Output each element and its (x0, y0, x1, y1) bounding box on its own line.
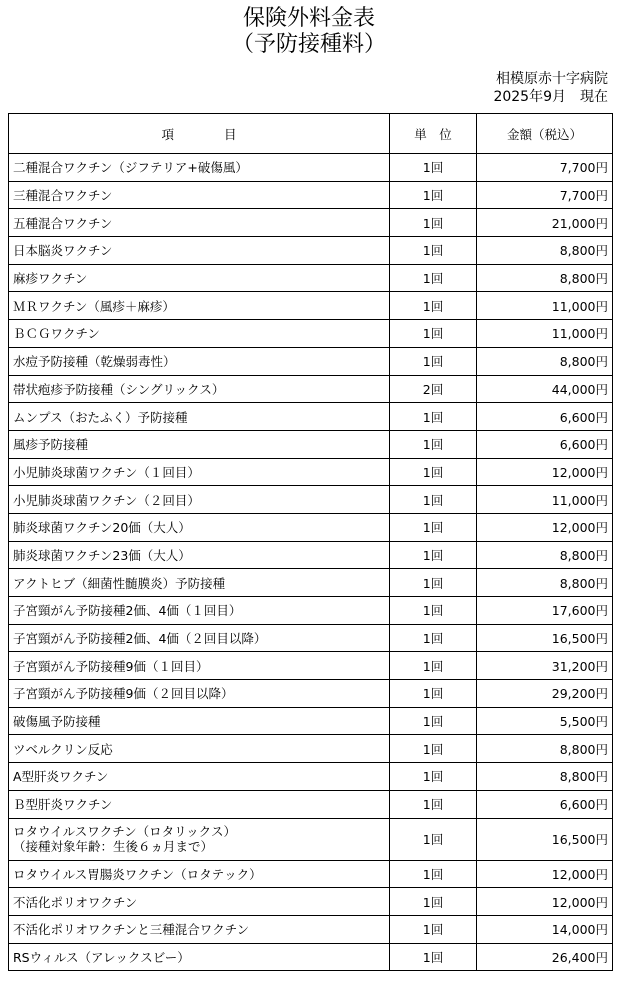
row-price: 16,500円 (477, 624, 613, 652)
row-unit: 1回 (390, 541, 477, 569)
row-item: ロタウイルス胃腸炎ワクチン（ロタテック） (9, 860, 390, 888)
table-row (9, 430, 613, 458)
row-item: 五種混合ワクチン (9, 209, 390, 237)
table-row (9, 347, 613, 375)
table-row (9, 320, 613, 348)
row-price: 8,800円 (477, 237, 613, 265)
row-unit: 1回 (390, 763, 477, 791)
table-row (9, 763, 613, 791)
row-unit: 1回 (390, 943, 477, 971)
row-item: 子宮頸がん予防接種9価（２回目以降） (9, 680, 390, 708)
row-unit: 1回 (390, 735, 477, 763)
organization-block (493, 70, 608, 106)
title-line-2: （予防接種料） (231, 32, 386, 57)
row-item: 不活化ポリオワクチンと三種混合ワクチン (9, 915, 390, 943)
row-price: 21,000円 (477, 209, 613, 237)
row-unit: 1回 (390, 790, 477, 818)
row-price: 8,800円 (477, 347, 613, 375)
row-unit: 1回 (390, 209, 477, 237)
row-unit: 1回 (390, 347, 477, 375)
row-unit: 1回 (390, 707, 477, 735)
row-item: A型肝炎ワクチン (9, 763, 390, 791)
row-item: アクトヒブ（細菌性髄膜炎）予防接種 (9, 569, 390, 597)
row-unit: 1回 (390, 513, 477, 541)
header-price: 金額（税込） (477, 114, 613, 154)
row-unit: 1回 (390, 458, 477, 486)
row-price: 44,000円 (477, 375, 613, 403)
table-row (9, 569, 613, 597)
row-item: 三種混合ワクチン (9, 181, 390, 209)
table-row (9, 154, 613, 182)
row-unit: 1回 (390, 181, 477, 209)
row-unit: 1回 (390, 292, 477, 320)
row-item: 小児肺炎球菌ワクチン（１回目） (9, 458, 390, 486)
table-row (9, 888, 613, 916)
row-item: RSウィルス（アレックスビー） (9, 943, 390, 971)
row-price: 12,000円 (477, 860, 613, 888)
row-item: ムンプス（おたふく）予防接種 (9, 403, 390, 431)
price-table (8, 113, 613, 971)
row-item: Ｂ型肝炎ワクチン (9, 790, 390, 818)
row-price: 8,800円 (477, 541, 613, 569)
row-price: 29,200円 (477, 680, 613, 708)
row-unit: 1回 (390, 860, 477, 888)
row-price: 8,800円 (477, 735, 613, 763)
row-unit: 2回 (390, 375, 477, 403)
row-price: 7,700円 (477, 154, 613, 182)
row-price: 8,800円 (477, 264, 613, 292)
row-item-line-1: ロタウイルスワクチン（ロタリックス） (13, 824, 237, 839)
row-price: 8,800円 (477, 763, 613, 791)
table-row (9, 818, 613, 860)
row-item-line-2: （接種対象年齢：生後６ヵ月まで） (13, 839, 214, 854)
row-item: 風疹予防接種 (9, 430, 390, 458)
row-price: 6,600円 (477, 430, 613, 458)
row-unit: 1回 (390, 915, 477, 943)
row-unit: 1回 (390, 430, 477, 458)
table-row (9, 486, 613, 514)
table-row (9, 181, 613, 209)
table-row (9, 513, 613, 541)
header-item: 項 目 (9, 114, 390, 154)
row-price: 16,500円 (477, 818, 613, 860)
row-price: 8,800円 (477, 569, 613, 597)
row-item: 二種混合ワクチン（ジフテリア+破傷風） (9, 154, 390, 182)
row-price: 6,600円 (477, 403, 613, 431)
table-row (9, 790, 613, 818)
row-price: 12,000円 (477, 888, 613, 916)
row-item: 帯状疱疹予防接種（シングリックス） (9, 375, 390, 403)
table-row (9, 624, 613, 652)
row-price: 12,000円 (477, 513, 613, 541)
row-price: 11,000円 (477, 486, 613, 514)
table-row (9, 915, 613, 943)
row-item: ＢＣＧワクチン (9, 320, 390, 348)
row-item: 麻疹ワクチン (9, 264, 390, 292)
table-row (9, 707, 613, 735)
row-unit: 1回 (390, 680, 477, 708)
hospital-name: 相模原赤十字病院 (496, 71, 608, 87)
row-unit: 1回 (390, 597, 477, 625)
table-row (9, 264, 613, 292)
row-price: 12,000円 (477, 458, 613, 486)
row-unit: 1回 (390, 652, 477, 680)
title-line-1: 保険外料金表 (242, 6, 375, 31)
table-row (9, 541, 613, 569)
row-item: 不活化ポリオワクチン (9, 888, 390, 916)
row-unit: 1回 (390, 624, 477, 652)
row-item: ＭＲワクチン（風疹＋麻疹） (9, 292, 390, 320)
table-row (9, 375, 613, 403)
row-item: 水痘予防接種（乾燥弱毒性） (9, 347, 390, 375)
effective-date: 2025年9月 現在 (493, 89, 608, 105)
table-row (9, 652, 613, 680)
row-item: 子宮頸がん予防接種2価、4価（２回目以降） (9, 624, 390, 652)
row-unit: 1回 (390, 486, 477, 514)
table-row (9, 597, 613, 625)
row-price: 5,500円 (477, 707, 613, 735)
row-item: 破傷風予防接種 (9, 707, 390, 735)
row-item: 小児肺炎球菌ワクチン（２回目） (9, 486, 390, 514)
table-row (9, 403, 613, 431)
row-item: 肺炎球菌ワクチン20価（大人） (9, 513, 390, 541)
table-row (9, 735, 613, 763)
row-unit: 1回 (390, 569, 477, 597)
page-title (0, 6, 618, 58)
table-row (9, 458, 613, 486)
row-unit: 1回 (390, 403, 477, 431)
row-price: 17,600円 (477, 597, 613, 625)
row-price: 11,000円 (477, 320, 613, 348)
table-row (9, 292, 613, 320)
row-price: 7,700円 (477, 181, 613, 209)
header-row (9, 114, 613, 154)
row-unit: 1回 (390, 154, 477, 182)
row-item (9, 818, 390, 860)
row-price: 14,000円 (477, 915, 613, 943)
header-unit: 単 位 (390, 114, 477, 154)
table-row (9, 209, 613, 237)
row-item: 子宮頸がん予防接種9価（１回目） (9, 652, 390, 680)
row-unit: 1回 (390, 320, 477, 348)
row-price: 11,000円 (477, 292, 613, 320)
row-unit: 1回 (390, 237, 477, 265)
row-item: ツベルクリン反応 (9, 735, 390, 763)
row-item: 子宮頸がん予防接種2価、4価（１回目） (9, 597, 390, 625)
row-price: 6,600円 (477, 790, 613, 818)
row-unit: 1回 (390, 888, 477, 916)
row-unit: 1回 (390, 818, 477, 860)
table-row (9, 860, 613, 888)
row-item: 日本脳炎ワクチン (9, 237, 390, 265)
table-row (9, 943, 613, 971)
row-item: 肺炎球菌ワクチン23価（大人） (9, 541, 390, 569)
row-unit: 1回 (390, 264, 477, 292)
table-row (9, 237, 613, 265)
row-price: 31,200円 (477, 652, 613, 680)
row-price: 26,400円 (477, 943, 613, 971)
table-row (9, 680, 613, 708)
